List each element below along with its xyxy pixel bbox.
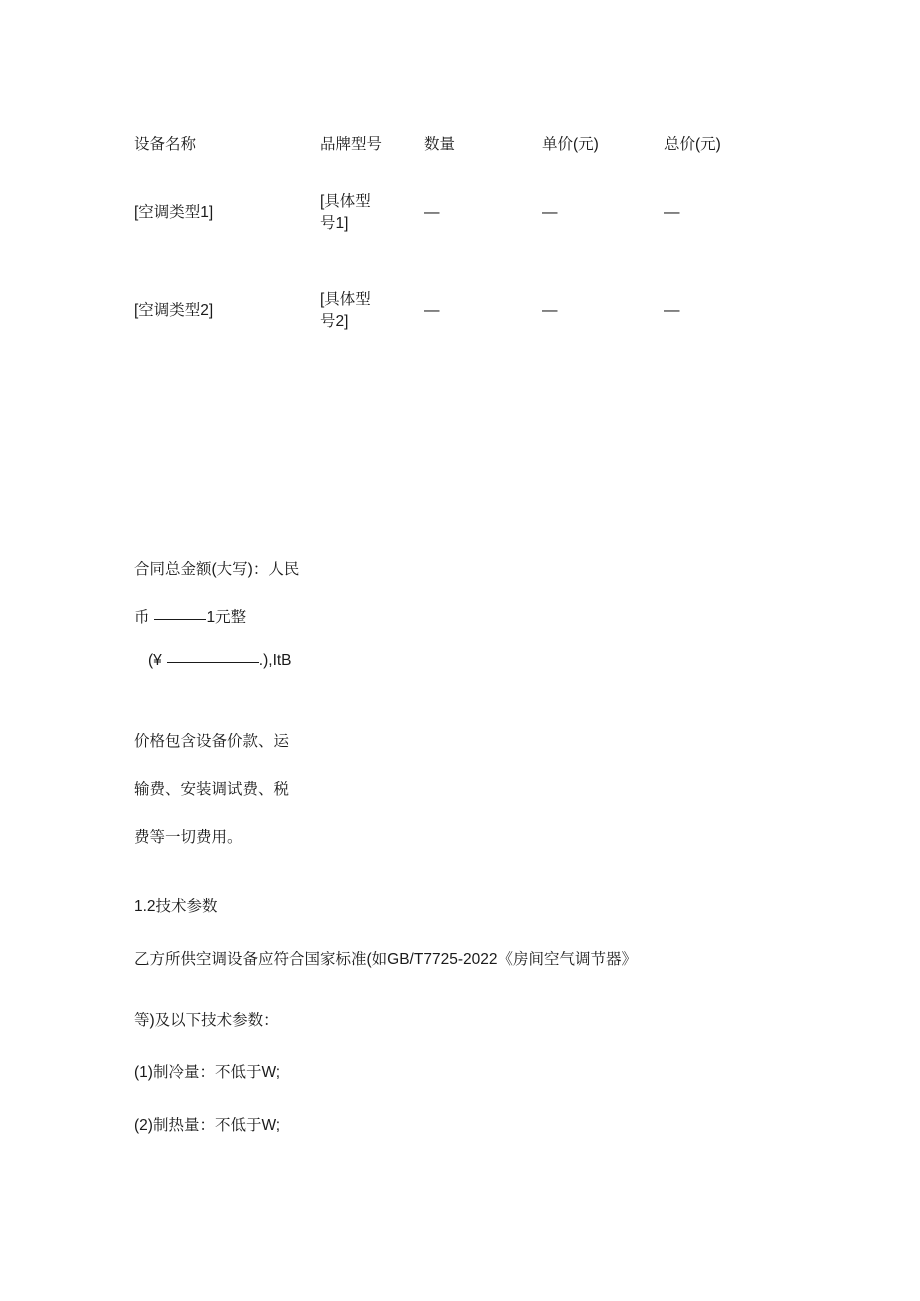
cell-total-price: — xyxy=(664,302,680,319)
total-amount-line-1: 合同总金额(大写)：人民 xyxy=(134,561,300,578)
section-heading-technical-parameters: 1.2技术参数 xyxy=(134,898,218,915)
cell-equipment-name: [空调类型1] xyxy=(134,204,214,221)
total-amount-numeric-line xyxy=(148,652,292,671)
contract-total-amount-block xyxy=(134,546,349,642)
price-inclusion-block xyxy=(134,718,349,862)
column-header-quantity: 数量 xyxy=(424,136,456,153)
cell-brand-model xyxy=(320,262,424,360)
yuan-sign-prefix: (¥ xyxy=(148,652,162,669)
cell-quantity: — xyxy=(424,204,440,221)
cell-brand-model-line-2: 号1] xyxy=(320,215,349,232)
column-header-total-price: 总价(元) xyxy=(664,136,721,153)
cell-unit-price: — xyxy=(542,204,558,221)
cell-brand-model-line-1: [具体型 xyxy=(320,291,371,308)
price-inclusion-line-2: 输费、安装调试费、税 xyxy=(134,781,290,798)
cell-brand-model-line-2: 号2] xyxy=(320,313,349,330)
column-header-brand-model: 品牌型号 xyxy=(320,136,383,153)
cell-unit-price: — xyxy=(542,302,558,319)
technical-parameter-cooling-capacity: (1)制冷量：不低于W; xyxy=(134,1064,281,1081)
cell-equipment-name: [空调类型2] xyxy=(134,302,214,319)
table-body xyxy=(134,164,734,360)
total-amount-numeric-blank-rule xyxy=(167,662,259,663)
table-header xyxy=(134,128,734,164)
table-header-row xyxy=(134,128,734,164)
technical-parameters-intro: 等)及以下技术参数： xyxy=(134,1012,279,1029)
total-amount-suffix: 1元整 xyxy=(206,609,247,626)
table-row xyxy=(134,164,734,262)
total-amount-currency-prefix: 币 xyxy=(134,609,150,626)
equipment-table xyxy=(134,128,734,360)
cell-total-price: — xyxy=(664,204,680,221)
cell-brand-model-line-1: [具体型 xyxy=(320,193,371,210)
column-header-unit-price: 单价(元) xyxy=(542,136,599,153)
total-amount-numeric-suffix: .),ItB xyxy=(258,652,292,669)
price-inclusion-line-3: 费等一切费用。 xyxy=(134,829,243,846)
cell-quantity: — xyxy=(424,302,440,319)
national-standards-line: 乙方所供空调设备应符合国家标准(如GB/T7725-2022《房间空气调节器》 xyxy=(134,951,637,968)
table-row xyxy=(134,262,734,360)
total-amount-line-2 xyxy=(134,594,349,642)
price-inclusion-line-1: 价格包含设备价款、运 xyxy=(134,733,290,750)
total-amount-blank-rule xyxy=(154,619,206,620)
cell-brand-model xyxy=(320,164,424,262)
column-header-equipment-name: 设备名称 xyxy=(134,136,197,153)
technical-parameter-heating-capacity: (2)制热量：不低于W; xyxy=(134,1117,281,1134)
